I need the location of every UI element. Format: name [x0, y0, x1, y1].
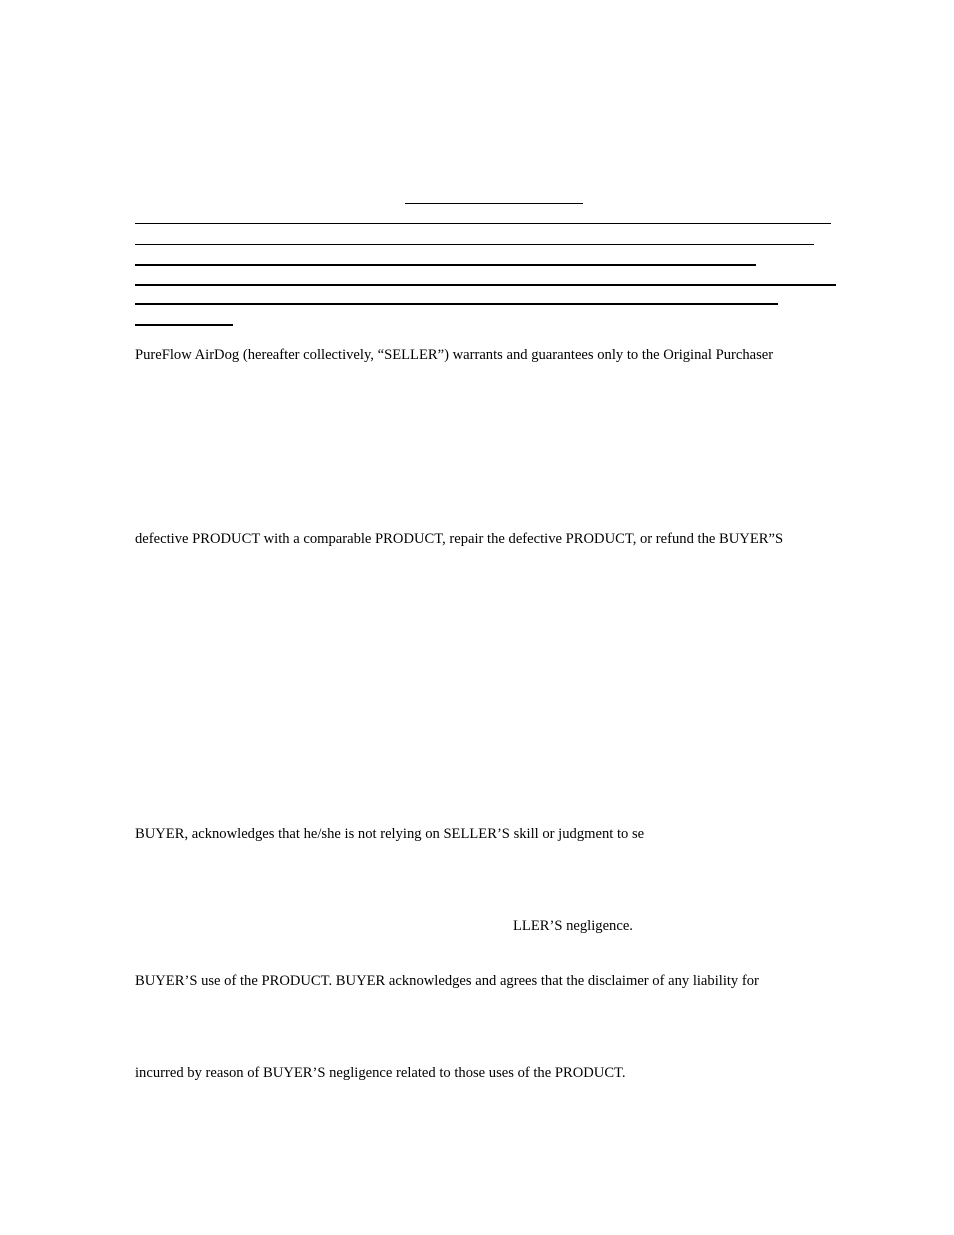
- heading-underline-1: [135, 223, 831, 224]
- text-line-use: BUYER’S use of the PRODUCT. BUYER acknowledges and agrees that the disclaimer of any liability for: [135, 973, 759, 989]
- heading-underline-5: [135, 303, 778, 305]
- text-line-warranty: PureFlow AirDog (hereafter collectively, “SELLER”) warrants and guarantees only to the Original Purchaser: [135, 347, 774, 363]
- text-line-remedy: defective PRODUCT with a comparable PRODUCT, repair the defective PRODUCT, or refund the BUYER”S: [135, 531, 784, 547]
- heading-underline-6: [135, 324, 233, 326]
- heading-underline-3: [135, 264, 756, 266]
- text-line-negligence: LLER’S negligence.: [513, 918, 633, 934]
- text-line-incurred: incurred by reason of BUYER’S negligence related to those uses of the PRODUCT.: [135, 1065, 626, 1081]
- title-underline: [405, 203, 583, 204]
- text-line-acknowledgement: BUYER, acknowledges that he/she is not relying on SELLER’S skill or judgment to se: [135, 826, 645, 842]
- heading-underline-4: [135, 284, 836, 286]
- heading-underline-2: [135, 244, 814, 245]
